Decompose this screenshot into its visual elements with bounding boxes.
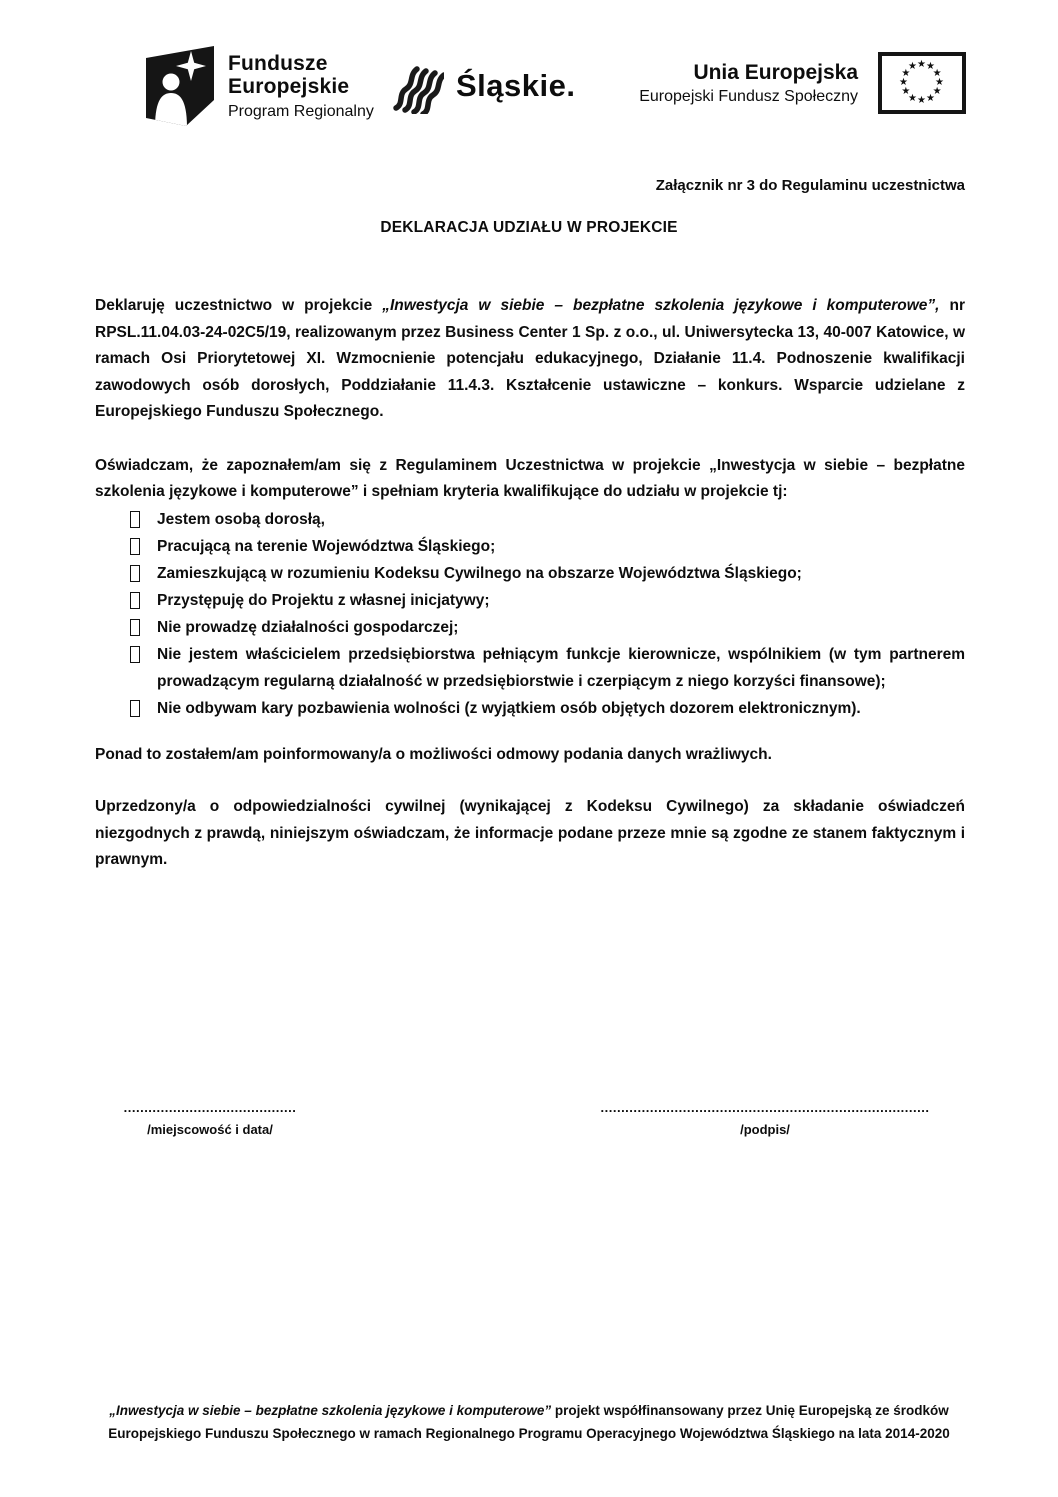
signature-label-sign: /podpis/ (740, 1122, 790, 1137)
list-item: Nie odbywam kary pozbawienia wolności (z wyjątkiem osób objętych dozorem elektronicznym). (95, 695, 965, 722)
list-item: Pracującą na terenie Województwa Śląskiego; (95, 533, 965, 560)
logo-unia-europejska (639, 52, 966, 114)
criteria-list (95, 506, 965, 722)
signature-sign (565, 1100, 965, 1137)
p1-project-title: „Inwestycja w siebie – bezpłatne szkolenia językowe i komputerowe”, (382, 297, 940, 314)
logo-slaskie (392, 58, 575, 114)
list-item: Jestem osobą dorosłą, (95, 506, 965, 533)
footer-text: projekt współfinansowany przez Unię Europejską ze środków Europejskiego Funduszu Społecznego w ramach Regionalnego Programu Operacyjnego Województwa Śląskiego na lata 2014-2020 (108, 1403, 950, 1441)
fundusze-title-line1: Fundusze (228, 51, 328, 75)
page-title: DEKLARACJA UDZIAŁU W PROJEKCIE (380, 219, 678, 236)
fundusze-subtitle: Program Regionalny (228, 102, 374, 120)
checkbox-icon (130, 565, 140, 582)
paragraph-declaration (95, 293, 965, 426)
signature-line-sign: ................................................................................ (600, 1100, 930, 1115)
fundusze-title-line2: Europejskie (228, 74, 350, 98)
eu-flag-icon: ★ ★ ★ ★ ★ ★ ★ ★ ★ ★ ★ ★ (878, 52, 966, 114)
fundusze-europejskie-flag-icon (146, 44, 214, 128)
unia-title: Unia Europejska (693, 60, 858, 84)
attachment-note: Załącznik nr 3 do Regulaminu uczestnictwa (655, 177, 965, 194)
checkbox-icon (130, 646, 140, 663)
signature-section (95, 1100, 965, 1137)
slaskie-waves-icon (392, 58, 444, 114)
list-item: Nie jestem właścicielem przedsiębiorstwa pełniącym funkcje kierownicze, wspólnikiem (w tym partnerem prowadzącym regularną działalność w przedsiębiorstwie i czerpiącym z niego korzyści finansowe); (95, 641, 965, 695)
footer-financing-note (104, 1399, 954, 1445)
logo-fundusze-europejskie (146, 44, 374, 128)
p1-text-before: Deklaruję uczestnictwo w projekcie (95, 297, 383, 314)
checkbox-icon (130, 619, 140, 636)
footer-project-title: „Inwestycja w siebie – bezpłatne szkolenia językowe i komputerowe” (109, 1403, 552, 1418)
document-body (95, 293, 965, 874)
checkbox-icon (130, 592, 140, 609)
paragraph-sensitive-data: Ponad to zostałem/am poinformowany/a o możliwości odmowy podania danych wrażliwych. (95, 745, 772, 763)
signature-place-date (95, 1100, 325, 1137)
paragraph-liability: Uprzedzony/a o odpowiedzialności cywilnej (wynikającej z Kodeksu Cywilnego) za składanie oświadczeń niezgodnych z prawdą, niniejszym oświadczam, że informacje podane przeze mnie są zgodne ze stanem faktycznym i prawnym. (95, 798, 965, 868)
checkbox-icon (130, 511, 140, 528)
checkbox-icon (130, 538, 140, 555)
list-item: Nie prowadzę działalności gospodarczej; (95, 614, 965, 641)
checkbox-icon (130, 700, 140, 717)
list-item: Przystępuję do Projektu z własnej inicjatywy; (95, 587, 965, 614)
slaskie-label: Śląskie. (456, 68, 576, 103)
signature-line-place-date: .......................................... (123, 1100, 297, 1115)
list-item: Zamieszkującą w rozumieniu Kodeksu Cywilnego na obszarze Województwa Śląskiego; (95, 560, 965, 587)
paragraph-criteria-intro: Oświadczam, że zapoznałem/am się z Regulaminem Uczestnictwa w projekcie „Inwestycja w siebie – bezpłatne szkolenia językowe i komputerowe” i spełniam kryteria kwalifikujące do udziału w projekcie tj: (95, 456, 965, 500)
signature-label-place-date: /miejscowość i data/ (147, 1122, 273, 1137)
unia-subtitle: Europejski Fundusz Społeczny (639, 87, 858, 105)
p1-text-after: nr RPSL.11.04.03-24-02C5/19, realizowanym przez Business Center 1 Sp. z o.o., ul. Uniwersytecka 13, 40-007 Katowice, w ramach Osi Priorytetowej XI. Wzmocnienie potencjału edukacyjnego, Działanie 11.4. Podnoszenie kwalifikacji zawodowych osób dorosłych, Poddziałanie 11.4.3. Kształcenie ustawiczne – konkurs. Wsparcie udzielane z Europejskiego Funduszu Społecznego. (95, 297, 965, 420)
